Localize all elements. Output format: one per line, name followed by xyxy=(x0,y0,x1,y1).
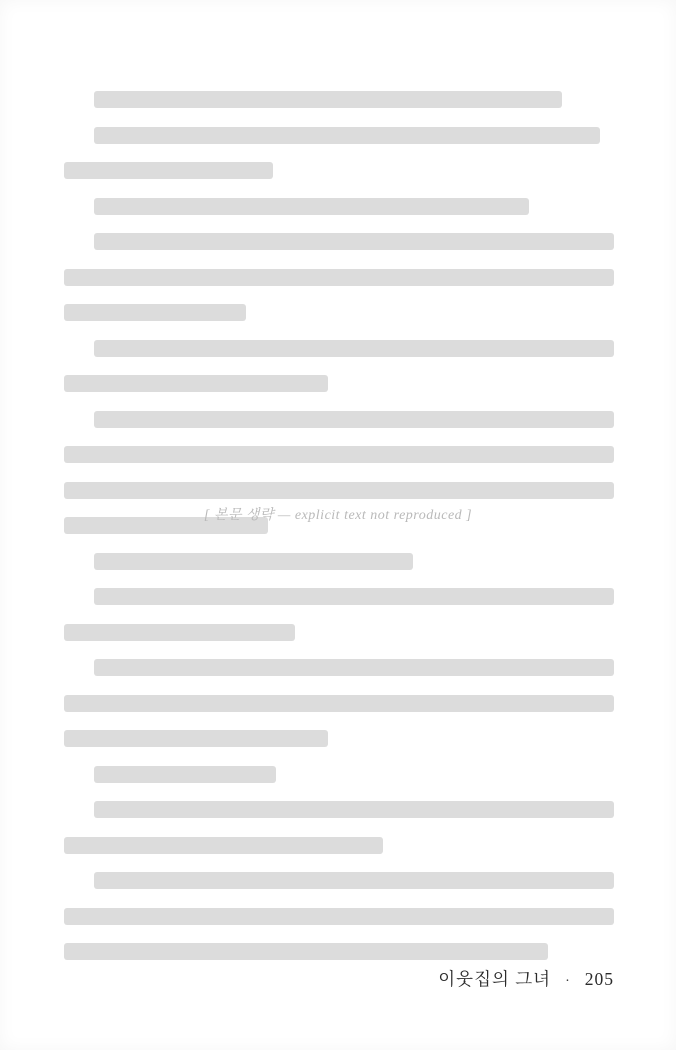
book-title: 이웃집의 그녀 xyxy=(438,969,552,989)
redacted-line xyxy=(64,295,614,331)
redacted-text-bar xyxy=(64,517,268,534)
redacted-text-bar xyxy=(64,837,383,854)
redacted-line xyxy=(64,508,614,544)
redacted-line xyxy=(64,615,614,651)
body-text-redacted xyxy=(64,82,614,970)
footer-separator-icon: · xyxy=(565,974,571,989)
redacted-line xyxy=(64,899,614,935)
redacted-line xyxy=(64,260,614,296)
redacted-text-bar xyxy=(64,162,273,179)
redacted-line xyxy=(64,579,614,615)
redacted-line xyxy=(64,153,614,189)
redacted-line xyxy=(64,934,614,970)
redacted-line xyxy=(64,189,614,225)
redacted-line xyxy=(64,224,614,260)
redacted-line xyxy=(64,331,614,367)
redacted-text-bar xyxy=(94,801,614,818)
redacted-text-bar xyxy=(94,233,614,250)
redacted-text-bar xyxy=(94,198,529,215)
redacted-text-bar xyxy=(64,446,614,463)
page-footer xyxy=(438,966,614,991)
redacted-text-bar xyxy=(64,730,328,747)
redacted-text-bar xyxy=(64,304,246,321)
redacted-line xyxy=(64,402,614,438)
redacted-text-bar xyxy=(94,91,562,108)
redacted-text-bar xyxy=(94,872,614,889)
redacted-text-bar xyxy=(94,659,614,676)
redacted-text-bar xyxy=(94,766,276,783)
redacted-line xyxy=(64,650,614,686)
redacted-line xyxy=(64,828,614,864)
redacted-line xyxy=(64,437,614,473)
redacted-text-bar xyxy=(94,127,600,144)
redacted-text-bar xyxy=(64,908,614,925)
page-number: 205 xyxy=(584,969,614,989)
redacted-text-bar xyxy=(94,588,614,605)
redacted-text-bar xyxy=(64,269,614,286)
redacted-line xyxy=(64,686,614,722)
redacted-line xyxy=(64,544,614,580)
redacted-line xyxy=(64,366,614,402)
redacted-line xyxy=(64,473,614,509)
redacted-line xyxy=(64,118,614,154)
redacted-text-bar xyxy=(64,375,328,392)
redacted-text-bar xyxy=(64,695,614,712)
redacted-line xyxy=(64,82,614,118)
redacted-text-bar xyxy=(94,340,614,357)
redacted-text-bar xyxy=(64,943,548,960)
redacted-text-bar xyxy=(64,482,614,499)
redacted-line xyxy=(64,792,614,828)
redacted-text-bar xyxy=(64,624,295,641)
redacted-line xyxy=(64,863,614,899)
redacted-text-bar xyxy=(94,411,614,428)
redacted-line xyxy=(64,757,614,793)
redacted-text-bar xyxy=(94,553,413,570)
redaction-notice: [ 본문 생략 — explicit text not reproduced ] xyxy=(203,508,473,523)
redacted-line xyxy=(64,721,614,757)
